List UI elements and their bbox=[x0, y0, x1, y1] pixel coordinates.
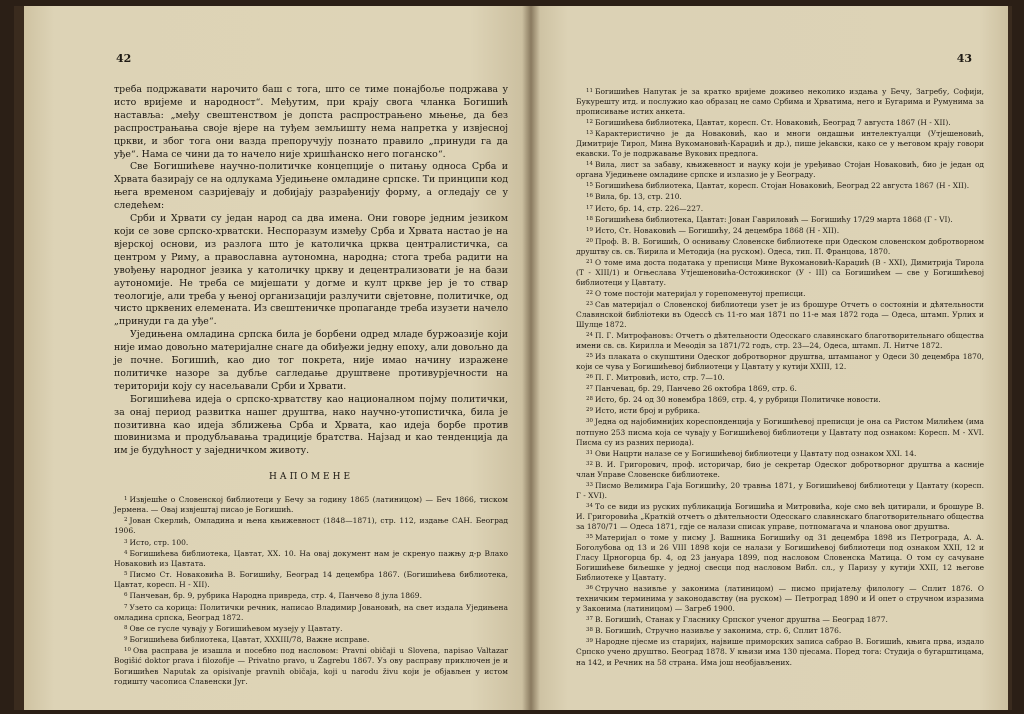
footnote-text: Вила, лист за забаву, књижевност и науку који је уређивао Стојан Новаковић, био је један од органа Уједињене омладине српске и излазио је у Београду. bbox=[576, 160, 984, 180]
footnote-text: В. И. Григорович, проф. историчар, био је секретар Одеског добротворног друштва а касније члан Управе Словенске библиотеке. bbox=[576, 459, 984, 479]
footnote-text: Богишићев Напутак је за кратко вријеме доживео неколико издања у Бечу, Загребу, Софији, Букурешту итд. и послужио као образац не само Србима и Хрватима, него и Бугарима и Румунима за прописивање истих анкета. bbox=[576, 87, 984, 117]
footnote bbox=[114, 645, 508, 687]
footnote bbox=[576, 288, 984, 299]
paragraph: Богишићева идеја о српско-хрватству као националном појму политички, за онај период развитка нашег друштва, нако научно-утопистичка, била је позитивна као идеја зближења Срба и Хрвата, као идеја борбе против шовинизма и продубљавања традиције братства. Најзад и као тенденција да им је будућност у заједничком животу. bbox=[114, 393, 508, 457]
footnote-number: 35 bbox=[586, 533, 593, 540]
footnote bbox=[576, 625, 984, 636]
paragraph: Све Богишићеве научно-политичке концепције о питању односа Срба и Хрвата базирају се на одлукама Уједињене омладине српске. Ти принципи код њега временом сазријевају и добијају разрађенију форму, а огледају се у следећем: bbox=[114, 161, 508, 212]
footnote-text: Јован Скерлић, Омладина и њена књижевност (1848—1871), стр. 112, издање САН. Београд 1906. bbox=[114, 516, 508, 536]
footnote-number: 13 bbox=[586, 130, 593, 137]
footnote bbox=[576, 257, 984, 288]
footnote-number: 21 bbox=[586, 258, 593, 265]
footnote bbox=[576, 532, 984, 583]
footnote-text: Исто, бр. 14, стр. 226—227. bbox=[595, 203, 704, 213]
footnote-text: Богишићева библиотека, Цавтат, XX. 10. На овај документ нам је скренуо пажњу д-р Влахо Новаковић из Цавтата. bbox=[114, 548, 508, 568]
footnote-number: 34 bbox=[586, 502, 593, 509]
footnote-number: 5 bbox=[124, 571, 128, 578]
footnote-text: Извјешће о Словенској библиотеци у Бечу за годину 1865 (латиницом) — Беч 1866, тиском Јермена. — Овај извјештај писао је Богишић. bbox=[114, 495, 508, 515]
footnote-number: 14 bbox=[586, 161, 593, 168]
footnote-number: 23 bbox=[586, 300, 593, 307]
footnote bbox=[576, 180, 984, 191]
footnote bbox=[576, 225, 984, 236]
paragraph: трeба подржавати нарочито баш с тога, што се тиме понајбоље подржава у исто вријеме и народност“. Међутим, при крају свога чланка Богишић наставља: „међу свештенством је допста распрострањено мњење, да без распрострањања своје вјере на туђем земљишту нема напретка у извјесној цркви, и због тога они вазда препоручују познато правило „принуди га да уђе“. Нама се чини да то начело није хришћанско него поганско“. bbox=[114, 84, 508, 160]
book-spread bbox=[14, 6, 1012, 710]
footnote-number: 9 bbox=[124, 636, 128, 643]
footnote-number: 4 bbox=[124, 549, 128, 556]
footnote bbox=[576, 330, 984, 351]
footnote bbox=[114, 623, 508, 634]
footnote-text: Богишићева библиотека, Цавтат, кореcп. Ст. Новаковић, Београд 7 августа 1867 (Н - XII). bbox=[595, 118, 951, 128]
footnote bbox=[576, 191, 984, 202]
footnote-number: 15 bbox=[586, 182, 593, 189]
footnote bbox=[576, 448, 984, 459]
footnote-text: О томе има доста података у преписци Мине Вукомановић-Караџић (В - XXI), Димитрија Тирола (Т - XIII/1) и Огњеслава Утјешеновића-Остожинског (У - III) са Богишићем — све у Богишићевој библиотеци у Цавтату. bbox=[576, 257, 984, 287]
footnote bbox=[114, 634, 508, 645]
footnote bbox=[114, 515, 508, 536]
footnote-text: Ова расправа је изашла и посебно под насловом: Pravni običaji u Slovena, napisao Valtazar Bogišić doktor prava i filozofije — Privatno pravo, u Zagrebu 1867. Уз ову расправу приключен је и Богишићев Naputak za opisivanje pravnih običaja, koji u narodu živu који је објављен у истом годишту часописа Славенски Југ. bbox=[114, 646, 508, 686]
footnote-text: Исто, бр. 24 од 30 новембра 1869, стр. 4, у рубрици Политичке новости. bbox=[595, 395, 881, 405]
footnote bbox=[576, 299, 984, 330]
footnote-text: Панчевац, бр. 29, Панчево 26 октобра 1869, стр. 6. bbox=[595, 384, 797, 394]
footnote bbox=[576, 636, 984, 667]
footnote bbox=[576, 614, 984, 625]
footnote bbox=[576, 405, 984, 416]
footnote-text: Исто, Ст. Новаковић — Богишићу, 24 децембра 1868 (Н - XII). bbox=[595, 225, 840, 235]
footnote bbox=[114, 569, 508, 590]
footnote-number: 28 bbox=[586, 396, 593, 403]
footnote-number: 32 bbox=[586, 460, 593, 467]
footnote-number: 6 bbox=[124, 592, 128, 599]
footnote-number: 30 bbox=[586, 418, 593, 425]
footnote bbox=[114, 590, 508, 601]
footnote-number: 31 bbox=[586, 449, 593, 456]
footnote-number: 38 bbox=[586, 627, 593, 634]
footnote-text: В. Богишић, Станак у Гласнику Српског ученог друштва — Београд 1877. bbox=[595, 615, 888, 625]
footnote bbox=[576, 117, 984, 128]
footnote-text: Исто, стр. 100. bbox=[129, 537, 189, 547]
footnote-text: Писмо Ст. Новаковића В. Богишићу, Београд 14 децембра 1867. (Богишићева библиотека, Цавтат, кореcп. Н - XII). bbox=[114, 570, 508, 590]
footnote-text: П. Г. Митрофановъ: Отчетъ о дѣятельности Одесскаго славянскаго благотворительнаго общества имени св. св. Кирилла и Меѳодія за 1871/72 годъ, стр. 23—24, Одеса, штамп. Л. Нитче 1872. bbox=[576, 331, 984, 351]
footnote-text: Карактеристично је да Новаковић, као и многи ондашњи интелектуалци (Утјешеновић, Димитрије Тирол, Мина Вукомановић-Караџић и др.), пише јеkавски, како се у његовом крају говори екавски. То је подржавање Вукових предлога. bbox=[576, 129, 984, 159]
footnote-number: 29 bbox=[586, 407, 593, 414]
footnote-text: Сав материјал о Словенској библиотеци узет је из брошуре Отчетъ о состояніи и дѣятельности Славянской библіотеки въ Одессѣ съ 11-го мая 1871 по 11-е мая 1872 года — Одеса, штамп. Урлих и Шулце 1872. bbox=[576, 299, 984, 330]
footnote bbox=[576, 372, 984, 383]
footnote bbox=[576, 416, 984, 447]
footnote-number: 25 bbox=[586, 353, 593, 360]
footnote bbox=[576, 394, 984, 405]
footnote-text: Богишићева библиотека, Цавтат, кореcп. Стојан Новаковић, Београд 22 августа 1867 (Н - XII). bbox=[595, 181, 970, 191]
footnote-text: Богишићева библиотека, Цавтат: Јован Гавриловић — Богишићу 17/29 марта 1868 (Г - VI). bbox=[595, 214, 953, 224]
notes-heading: НАПОМЕНЕ bbox=[268, 472, 354, 482]
footnote bbox=[576, 480, 984, 501]
footnote bbox=[576, 159, 984, 180]
footnote-number: 20 bbox=[586, 237, 593, 244]
footnote-text: Писмо Велимира Гаја Богишићу, 20 травња 1871, у Богишићевој библиотеци у Цавтату (коресп. Г - XVI). bbox=[576, 480, 984, 500]
footnote-text: То се види из руских публикација Богишића и Митровића, које смо већ цитирали, и брошуре В. И. Григоровића „Краткій отчетъ о дѣятельности Одесскаго славянскаго благотворительнаго общества за 1870/71 — Одеса 1871, гдје се налази списак управе, потпомагача и чланова овог друштва. bbox=[576, 501, 984, 531]
footnote bbox=[576, 203, 984, 214]
footnote bbox=[576, 214, 984, 225]
footnote-number: 3 bbox=[124, 538, 128, 545]
footnote-text: В. Богишић, Стручно називље у законима, стр. 6, Сплит 1876. bbox=[595, 626, 842, 636]
footnote-text: Једна од најобимнијих кореспонденција у Богишићевој преписци је она са Ристом Милићем (има потпуно 253 писма која се чувају у Богишићевој библиотеци у Цавтату под ознаком: Коресп. М - XVI. Писма су из разних периода). bbox=[576, 417, 984, 447]
paragraph: Срби и Хрвати су један народ са два имена. Они говоре једним језиком који се зове српско-хрватски. Неспоразум између Срба и Хрвата настао је на вјерској основи, из разлога што је католичка црква централистичка, са центром у Риму, а православна аутономна, народна; стога треба радити на увођењу народног језика у католичку цркву и децентрализовати је на бази аутономије. Не треба се мијешати у догме и култ цркве јер је то ствар теологије, али треба у њеној организацији разлучити свјетовне, политичке, од чисто црквених елемената. Из свештеничке пропаганде треба изузети начело „принуди га да уђе“. bbox=[114, 213, 508, 328]
footnote-text: Панчеван, бр. 9, рубрика Народна привреда, стр. 4, Панчево 8 јула 1869. bbox=[129, 591, 422, 601]
footnote-text: О томе постоји материјал у горепоменутој преписци. bbox=[595, 288, 806, 298]
footnote-number: 22 bbox=[586, 289, 593, 296]
footnote-number: 10 bbox=[124, 647, 131, 654]
footnote bbox=[576, 459, 984, 480]
footnote bbox=[576, 351, 984, 372]
footnotes-right bbox=[576, 86, 984, 668]
footnote-text: Узето са корица: Политички речник, написао Владимир Јовановић, на свет издала Уједињена омладина српска, Београд 1872. bbox=[114, 602, 508, 622]
footnote-text: Проф. В. В. Богишић, О оснивању Словенске библиотеке при Одеском словенском добротворном друштву св. св. Ћирила и Методија (на руском). Одеса, тип. П. Францова, 1870. bbox=[576, 236, 984, 256]
footnote-number: 26 bbox=[586, 374, 593, 381]
page-number-left: 42 bbox=[116, 52, 132, 65]
footnote-number: 33 bbox=[586, 481, 593, 488]
footnote-number: 2 bbox=[124, 517, 128, 524]
footnote-text: Исто, исти број и рубрика. bbox=[595, 406, 701, 416]
footnote-number: 16 bbox=[586, 193, 593, 200]
left-page bbox=[24, 6, 530, 710]
footnote-text: Ови Нацрти налазе се у Богишићевој библиотеци у Цавтату под ознаком XXI. 14. bbox=[595, 448, 917, 458]
footnote bbox=[114, 537, 508, 548]
footnote bbox=[114, 494, 508, 515]
footnote-number: 12 bbox=[586, 119, 593, 126]
page-number-right: 43 bbox=[956, 52, 972, 65]
footnote bbox=[576, 86, 984, 117]
footnote-text: П. Г. Митровић, исто, стр. 7—10. bbox=[595, 373, 725, 383]
footnote-number: 36 bbox=[586, 585, 593, 592]
footnote-text: Ове се гусле чувају у Богишићевом музеју у Цавтату. bbox=[129, 623, 343, 633]
footnote-number: 8 bbox=[124, 624, 128, 631]
footnote-text: Вила, бр. 13, стр. 210. bbox=[595, 192, 682, 202]
footnote-number: 24 bbox=[586, 332, 593, 339]
footnote-number: 37 bbox=[586, 616, 593, 623]
footnote bbox=[576, 128, 984, 159]
footnote-number: 17 bbox=[586, 204, 593, 211]
footnote-text: Из плаката о скупштини Одеског добротворног друштва, штампаног у Одеси 30 децембра 1870, који се чува у Богишићевој библиотеци у Цавтату у кутији XXIII, 12. bbox=[576, 352, 984, 372]
footnote-number: 39 bbox=[586, 638, 593, 645]
footnote bbox=[576, 236, 984, 257]
main-text bbox=[114, 84, 508, 458]
footnote-number: 18 bbox=[586, 215, 593, 222]
footnote-text: Материјал о томе у писму J. Вашника Богишићу од 31 децембра 1898 из Петрограда, А. А. Боголубова од 13 и 26 VIII 1898 који се налази у Богишићевој библиотеци под ознаком XXII, 12 и Гласу Црногорца бр. 4, од 23 јануара 1899, под насловом Словенска Матица. О том су сачуване Богишићеве биљешке у једној свесци под насловом Вибл. сл., у Паризу у кутији XXII, 12 његове Библиотеке у Цавтату. bbox=[576, 532, 984, 583]
footnote-number: 11 bbox=[586, 88, 593, 94]
footnote-text: Стручно називље у законима (латиницом) — писмо пријатељу филологу — Сплит 1876. О техничким терминима у законодавству (на руском) — Петроград 1890 и И опет о стручном изразима у Законима (латиницом) — Загреб 1900. bbox=[576, 584, 984, 614]
footnote bbox=[576, 383, 984, 394]
footnote-number: 7 bbox=[124, 603, 128, 610]
footnote-text: Богишићева библиотека, Цавтат, XXXIII/78, Важне исправе. bbox=[129, 635, 370, 645]
footnotes-left bbox=[114, 494, 508, 687]
paragraph: Уједињена омладина српска била је борбени одред младе буржоазије који није имао довољно материјалне снаге да обиђежи једну епоху, али довољно да је почне. Богишић, као дио тог покрета, није имао начину изражене политичке назоре за дубље сагледање друштвене противурјечности на територији коју су насељавали Срби и Хрвати. bbox=[114, 329, 508, 392]
footnote bbox=[576, 583, 984, 614]
footnote-number: 19 bbox=[586, 226, 593, 233]
footnote-number: 1 bbox=[124, 496, 128, 502]
right-page bbox=[530, 6, 1008, 710]
book-gutter bbox=[522, 6, 540, 710]
footnote-number: 27 bbox=[586, 385, 593, 392]
footnote-text: Народне пјесме из старијих, највише приморских записа сабрао В. Богишић, књига прва, издало Српско учено друштво. Београд 1878. У књизи има 130 пјесама. Поред тога: Студија о бугарштицама, на 142, и Речник на 58 страна. Има још необјављених. bbox=[576, 637, 984, 667]
footnote bbox=[114, 602, 508, 623]
footnote bbox=[114, 548, 508, 569]
footnote bbox=[576, 501, 984, 532]
